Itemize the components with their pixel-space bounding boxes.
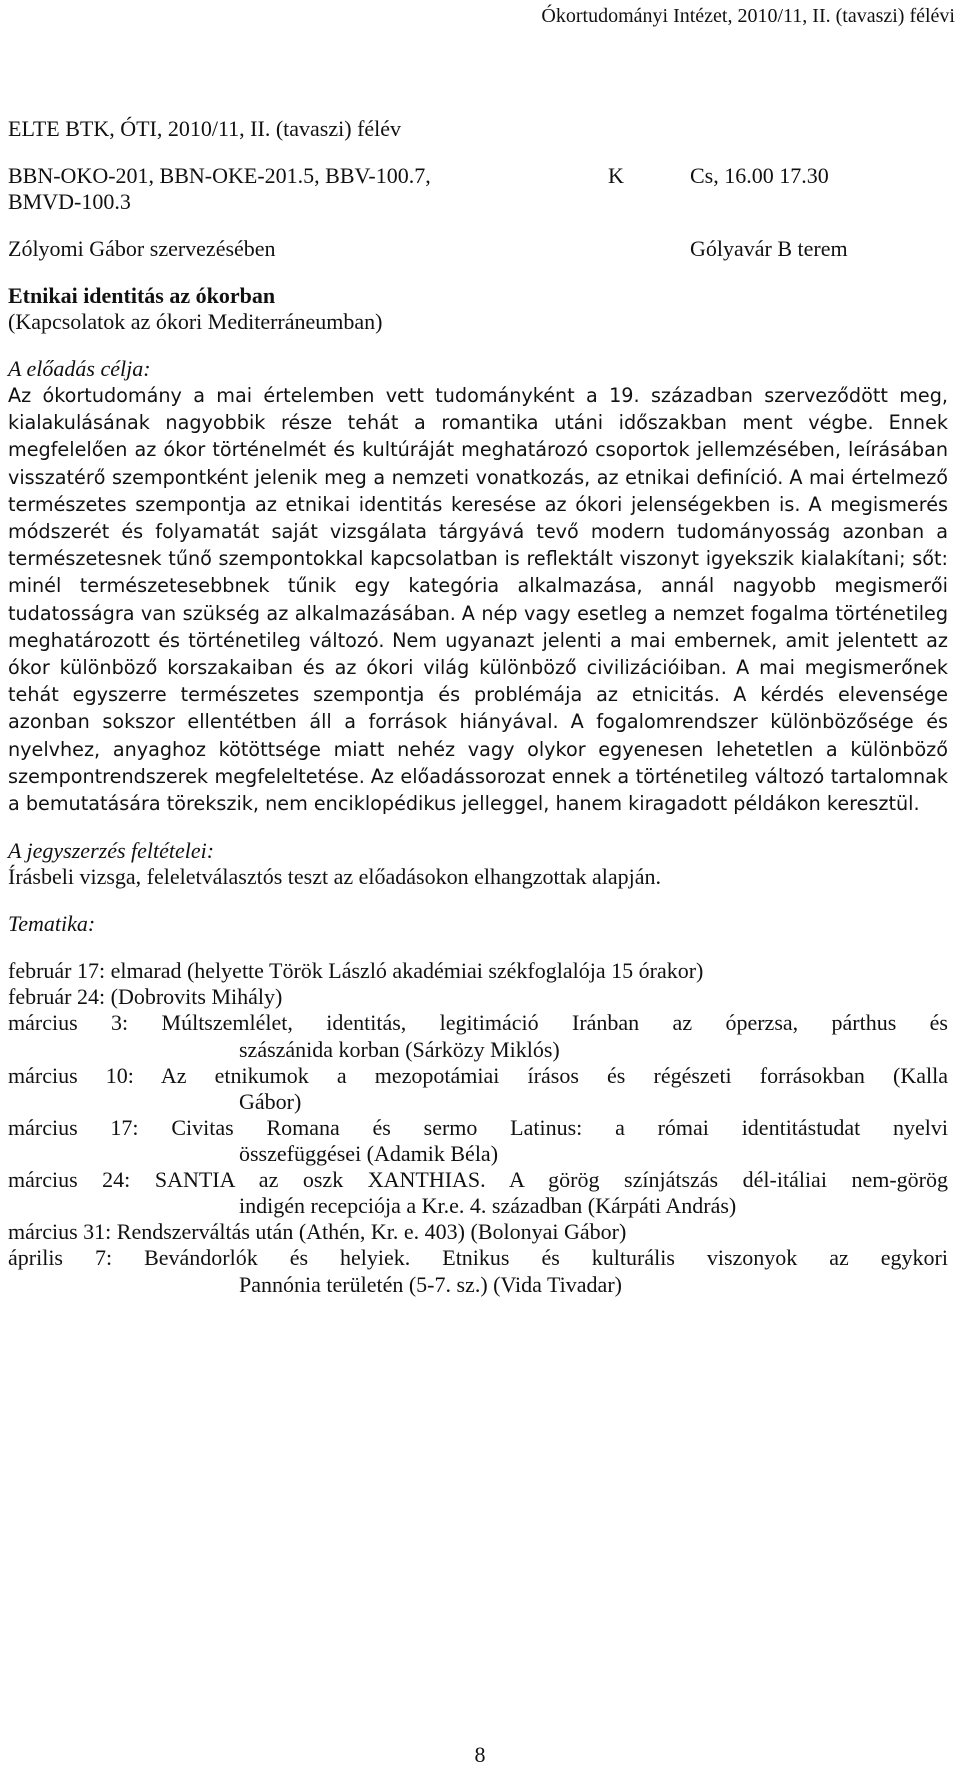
goal-sentence: A nép vagy esetleg a nemzet fogalma történetileg meghatározott és történetileg változó. bbox=[8, 601, 949, 652]
course-codes-row bbox=[0, 163, 960, 189]
goal-sentence: Ennek megfelelően az ókor történelmét és kultúráját meghatározó csoportok jellemzésében, leírásában visszatérő szempontként jelenik meg a nemzeti vonatkozás, az etnikai definíció. bbox=[8, 411, 948, 489]
syllabus-topic: Múltszemlélet, identitás, legitimáció Iránban az óperzsa, párthus és bbox=[161, 1010, 948, 1036]
course-codes-line2: BMVD-100.3 bbox=[8, 189, 131, 214]
syllabus-topic-continuation: indigén recepciója a Kr.e. 4. században (Kárpáti András) bbox=[239, 1193, 737, 1219]
organizer-room-row bbox=[0, 236, 960, 262]
syllabus-item bbox=[8, 1219, 948, 1245]
syllabus-list bbox=[8, 958, 948, 1297]
course-codes-line1: BBN-OKO-201, BBN-OKE-201.5, BBV-100.7, bbox=[8, 163, 431, 188]
syllabus-item bbox=[8, 984, 948, 1010]
syllabus-date: március 17: bbox=[8, 1114, 139, 1140]
page-number: 8 bbox=[474, 1742, 486, 1767]
institution-term: ELTE BTK, ÓTI, 2010/11, II. (tavaszi) félév bbox=[8, 116, 402, 141]
goal-paragraph bbox=[8, 382, 948, 817]
syllabus-date: április 7: bbox=[8, 1245, 113, 1271]
goal-sentence: A fogalomrendszer különbözősége és nyelvhez, anyaghoz kötöttsége miatt nehéz vagy olykor egyenesen lehetetlen a különböző szempontrendszerek megfeleltetése. bbox=[8, 710, 949, 788]
syllabus-date: március 31: bbox=[8, 1219, 112, 1245]
course-title: Etnikai identitás az ókorban bbox=[8, 283, 276, 308]
goal-sentence: Az előadássorozat ennek a történetileg változó tartalomnak a bemutatására törekszik, nem enciklopédikus jelleggel, hanem kiragadott példákon keresztül. bbox=[8, 764, 948, 816]
syllabus-topic: Bevándorlók és helyiek. Etnikus és kulturális viszonyok az egykori bbox=[144, 1245, 948, 1271]
syllabus-item bbox=[8, 1115, 948, 1141]
course-schedule: Cs, 16.00 17.30 bbox=[690, 163, 829, 188]
course-organizer: Zólyomi Gábor szervezésében bbox=[8, 236, 276, 261]
goal-sentence: Nem ugyanazt jelenti a mai embernek, amit jelentett az ókor különböző korszakaiban és az ókori világ különböző civilizációiban. bbox=[8, 628, 949, 680]
syllabus-topic: (Dobrovits Mihály) bbox=[110, 984, 283, 1010]
goal-sentence: A megismerés módszerét és folyamatát saját vizsgálata tárgyává tevő modern tudományosság azonban a természetesnek tűnő szempontokkal kapcsolatban is reflektált viszonyt igyekszik kialakítani; sőt: minél természetesebbnek tűnik egy kategória alkalmazása, annál nagyobb megismerői tudatosságra van szükség az alkalmazásában. bbox=[8, 492, 949, 625]
course-room: Gólyavár B terem bbox=[690, 236, 848, 261]
goal-sentence: A mai értelmező természetes szempontja az etnikai identitás keresése az ókori jelenségekben is. bbox=[8, 465, 949, 516]
goal-sentence: A kérdés elevensége azonban sokszor ellentétben áll a források hiányával. bbox=[8, 683, 949, 734]
syllabus-topic-continuation: Pannónia területén (5-7. sz.) (Vida Tivadar) bbox=[239, 1271, 622, 1297]
syllabus-date: március 3: bbox=[8, 1010, 129, 1036]
running-header: Ókortudományi Intézet, 2010/11, II. (tavaszi) félévi bbox=[541, 5, 955, 27]
course-type-code: K bbox=[608, 163, 624, 188]
syllabus-item bbox=[8, 1010, 948, 1036]
syllabus-date: február 24: bbox=[8, 984, 106, 1010]
goal-sentence: A mai megismerőnek tehát egyszerre természetes szempontja és problémája az etnicitás. bbox=[8, 656, 949, 707]
syllabus-date: február 17: bbox=[8, 958, 106, 984]
syllabus-date: március 10: bbox=[8, 1062, 134, 1088]
syllabus-topic: elmarad (helyette Török László akadémiai székfoglalója 15 órakor) bbox=[110, 958, 704, 984]
syllabus-item bbox=[8, 1063, 948, 1089]
course-subtitle: (Kapcsolatok az ókori Mediterráneumban) bbox=[8, 309, 383, 334]
requirements-text: Írásbeli vizsga, feleletválasztós teszt az előadásokon elhangzottak alapján. bbox=[8, 864, 661, 890]
syllabus-date: március 24: bbox=[8, 1167, 131, 1193]
syllabus-topic: Civitas Romana és sermo Latinus: a római identitástudat nyelvi bbox=[171, 1114, 948, 1140]
syllabus-topic-continuation: szászánida korban (Sárközy Miklós) bbox=[239, 1036, 560, 1062]
syllabus-item bbox=[8, 958, 948, 984]
page-content bbox=[0, 116, 960, 1298]
syllabus-topic-continuation: összefüggései (Adamik Béla) bbox=[239, 1141, 499, 1167]
syllabus-heading: Tematika: bbox=[8, 911, 96, 937]
syllabus-item bbox=[8, 1167, 948, 1193]
syllabus-topic: Rendszerváltás után (Athén, Kr. e. 403) (Bolonyai Gábor) bbox=[116, 1219, 627, 1245]
syllabus-item bbox=[8, 1245, 948, 1271]
syllabus-topic: SANTIA az oszk XANTHIAS. A görög színjátszás dél-itáliai nem-görög bbox=[154, 1167, 948, 1193]
syllabus-topic: Az etnikumok a mezopotámiai írásos és régészeti forrásokban (Kalla bbox=[160, 1062, 948, 1088]
goal-sentence: Az ókortudomány a mai értelemben vett tudományként a 19. században szerveződött meg, kialakulásának nagyobbik része tehát a romantika utáni időszakban ment végbe. bbox=[8, 384, 948, 435]
syllabus-topic-continuation: Gábor) bbox=[239, 1088, 302, 1114]
goal-heading: A előadás célja: bbox=[8, 356, 151, 381]
requirements-heading: A jegyszerzés feltételei: bbox=[8, 838, 215, 864]
